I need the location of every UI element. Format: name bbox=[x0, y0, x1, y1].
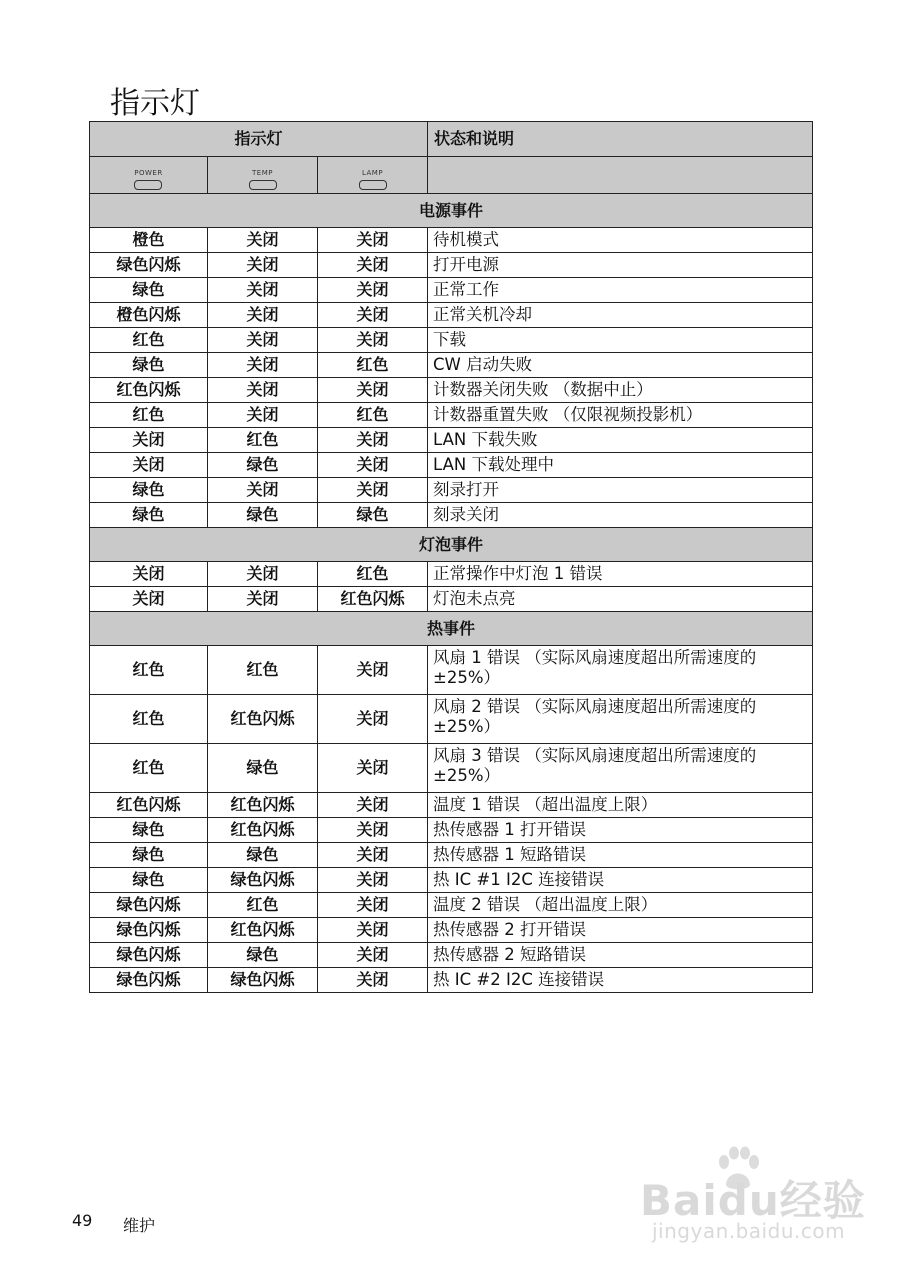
table-row bbox=[90, 478, 813, 503]
table-row bbox=[90, 843, 813, 868]
temp-state: 红色 bbox=[208, 893, 318, 918]
lamp-state: 关闭 bbox=[318, 278, 428, 303]
power-state: 绿色 bbox=[90, 478, 208, 503]
temp-led-icon bbox=[249, 180, 277, 190]
status-description: 热传感器 1 打开错误 bbox=[428, 818, 813, 843]
lamp-state: 关闭 bbox=[318, 328, 428, 353]
status-description: 刻录打开 bbox=[428, 478, 813, 503]
status-description: 计数器重置失败 （仅限视频投影机） bbox=[428, 403, 813, 428]
lamp-state: 关闭 bbox=[318, 453, 428, 478]
temp-state: 红色闪烁 bbox=[208, 695, 318, 744]
page-title: 指示灯 bbox=[110, 86, 200, 121]
footer-label: 维护 bbox=[123, 1216, 156, 1235]
table-row bbox=[90, 793, 813, 818]
table-row bbox=[90, 403, 813, 428]
temp-state: 绿色闪烁 bbox=[208, 968, 318, 993]
status-description: 热 IC #1 I2C 连接错误 bbox=[428, 868, 813, 893]
temp-state: 关闭 bbox=[208, 253, 318, 278]
led-temp-label: TEMP bbox=[252, 169, 273, 177]
power-state: 红色闪烁 bbox=[90, 378, 208, 403]
table-row bbox=[90, 868, 813, 893]
table-row bbox=[90, 353, 813, 378]
led-row bbox=[90, 157, 813, 194]
table-row bbox=[90, 744, 813, 793]
status-description: 打开电源 bbox=[428, 253, 813, 278]
header-indicator: 指示灯 bbox=[90, 122, 428, 157]
table-row bbox=[90, 818, 813, 843]
section-header-row bbox=[90, 612, 813, 646]
power-state: 绿色闪烁 bbox=[90, 918, 208, 943]
table-row bbox=[90, 503, 813, 528]
power-state: 红色 bbox=[90, 403, 208, 428]
lamp-state: 关闭 bbox=[318, 378, 428, 403]
table-row bbox=[90, 587, 813, 612]
table-row bbox=[90, 453, 813, 478]
power-state: 关闭 bbox=[90, 428, 208, 453]
status-description: 风扇 3 错误 （实际风扇速度超出所需速度的 ±25%） bbox=[428, 744, 813, 793]
table-row bbox=[90, 562, 813, 587]
status-description: 风扇 2 错误 （实际风扇速度超出所需速度的 ±25%） bbox=[428, 695, 813, 744]
power-state: 绿色闪烁 bbox=[90, 968, 208, 993]
table-row bbox=[90, 893, 813, 918]
status-description: 待机模式 bbox=[428, 228, 813, 253]
lamp-state: 关闭 bbox=[318, 744, 428, 793]
temp-state: 关闭 bbox=[208, 403, 318, 428]
power-state: 橙色闪烁 bbox=[90, 303, 208, 328]
temp-state: 绿色 bbox=[208, 503, 318, 528]
status-description: 正常关机冷却 bbox=[428, 303, 813, 328]
lamp-state: 关闭 bbox=[318, 843, 428, 868]
temp-state: 关闭 bbox=[208, 562, 318, 587]
temp-state: 绿色 bbox=[208, 843, 318, 868]
power-state: 绿色 bbox=[90, 843, 208, 868]
power-state: 红色 bbox=[90, 646, 208, 695]
table-row bbox=[90, 278, 813, 303]
indicator-table bbox=[89, 121, 813, 993]
lamp-state: 红色闪烁 bbox=[318, 587, 428, 612]
table-row bbox=[90, 428, 813, 453]
status-description: LAN 下载失败 bbox=[428, 428, 813, 453]
power-state: 绿色闪烁 bbox=[90, 253, 208, 278]
power-state: 绿色 bbox=[90, 353, 208, 378]
led-empty-cell bbox=[428, 157, 813, 194]
temp-state: 红色 bbox=[208, 646, 318, 695]
temp-state: 关闭 bbox=[208, 353, 318, 378]
lamp-state: 关闭 bbox=[318, 793, 428, 818]
power-led-icon bbox=[134, 180, 162, 190]
power-state: 绿色 bbox=[90, 503, 208, 528]
led-power-cell bbox=[90, 157, 208, 194]
led-power-label: POWER bbox=[134, 169, 163, 177]
status-description: LAN 下载处理中 bbox=[428, 453, 813, 478]
lamp-state: 关闭 bbox=[318, 818, 428, 843]
table-row bbox=[90, 253, 813, 278]
table-row bbox=[90, 228, 813, 253]
lamp-state: 关闭 bbox=[318, 918, 428, 943]
temp-state: 关闭 bbox=[208, 378, 318, 403]
status-description: 正常操作中灯泡 1 错误 bbox=[428, 562, 813, 587]
table-row bbox=[90, 328, 813, 353]
status-description: 正常工作 bbox=[428, 278, 813, 303]
page-number: 49 bbox=[72, 1211, 93, 1230]
section-title: 电源事件 bbox=[90, 194, 813, 228]
lamp-state: 关闭 bbox=[318, 893, 428, 918]
temp-state: 红色闪烁 bbox=[208, 818, 318, 843]
header-status: 状态和说明 bbox=[428, 122, 813, 157]
power-state: 红色闪烁 bbox=[90, 793, 208, 818]
lamp-state: 关闭 bbox=[318, 968, 428, 993]
table-header-row bbox=[90, 122, 813, 157]
power-state: 绿色 bbox=[90, 868, 208, 893]
status-description: 热传感器 2 短路错误 bbox=[428, 943, 813, 968]
section-header-row bbox=[90, 194, 813, 228]
table-row bbox=[90, 303, 813, 328]
table-row bbox=[90, 968, 813, 993]
lamp-state: 关闭 bbox=[318, 228, 428, 253]
status-description: 灯泡未点亮 bbox=[428, 587, 813, 612]
lamp-state: 关闭 bbox=[318, 478, 428, 503]
power-state: 橙色 bbox=[90, 228, 208, 253]
temp-state: 关闭 bbox=[208, 228, 318, 253]
status-description: 热传感器 1 短路错误 bbox=[428, 843, 813, 868]
lamp-state: 关闭 bbox=[318, 943, 428, 968]
status-description: 温度 1 错误 （超出温度上限） bbox=[428, 793, 813, 818]
watermark-logo: Baidu经验 bbox=[640, 1176, 866, 1225]
power-state: 绿色 bbox=[90, 818, 208, 843]
power-state: 红色 bbox=[90, 695, 208, 744]
led-lamp-label: LAMP bbox=[361, 169, 384, 177]
temp-state: 关闭 bbox=[208, 303, 318, 328]
lamp-led-icon bbox=[359, 180, 387, 190]
table-row bbox=[90, 378, 813, 403]
status-description: 风扇 1 错误 （实际风扇速度超出所需速度的 ±25%） bbox=[428, 646, 813, 695]
temp-state: 绿色闪烁 bbox=[208, 868, 318, 893]
status-description: 热传感器 2 打开错误 bbox=[428, 918, 813, 943]
power-state: 绿色闪烁 bbox=[90, 893, 208, 918]
lamp-state: 关闭 bbox=[318, 303, 428, 328]
table-row bbox=[90, 695, 813, 744]
power-state: 红色 bbox=[90, 744, 208, 793]
section-title: 灯泡事件 bbox=[90, 528, 813, 562]
lamp-state: 关闭 bbox=[318, 695, 428, 744]
lamp-state: 绿色 bbox=[318, 503, 428, 528]
table-row bbox=[90, 918, 813, 943]
lamp-state: 红色 bbox=[318, 562, 428, 587]
power-state: 关闭 bbox=[90, 453, 208, 478]
lamp-state: 关闭 bbox=[318, 646, 428, 695]
temp-state: 绿色 bbox=[208, 943, 318, 968]
temp-state: 红色闪烁 bbox=[208, 793, 318, 818]
lamp-state: 红色 bbox=[318, 353, 428, 378]
temp-state: 红色闪烁 bbox=[208, 918, 318, 943]
power-state: 关闭 bbox=[90, 562, 208, 587]
power-state: 绿色闪烁 bbox=[90, 943, 208, 968]
power-state: 关闭 bbox=[90, 587, 208, 612]
temp-state: 关闭 bbox=[208, 587, 318, 612]
temp-state: 关闭 bbox=[208, 478, 318, 503]
status-description: 温度 2 错误 （超出温度上限） bbox=[428, 893, 813, 918]
status-description: CW 启动失败 bbox=[428, 353, 813, 378]
power-state: 红色 bbox=[90, 328, 208, 353]
status-description: 下载 bbox=[428, 328, 813, 353]
status-description: 热 IC #2 I2C 连接错误 bbox=[428, 968, 813, 993]
section-header-row bbox=[90, 528, 813, 562]
lamp-state: 关闭 bbox=[318, 253, 428, 278]
table-row bbox=[90, 646, 813, 695]
watermark-url: jingyan.baidu.com bbox=[652, 1219, 846, 1243]
status-description: 刻录关闭 bbox=[428, 503, 813, 528]
temp-state: 绿色 bbox=[208, 453, 318, 478]
section-title: 热事件 bbox=[90, 612, 813, 646]
table-row bbox=[90, 943, 813, 968]
status-description: 计数器关闭失败 （数据中止） bbox=[428, 378, 813, 403]
temp-state: 绿色 bbox=[208, 744, 318, 793]
temp-state: 关闭 bbox=[208, 278, 318, 303]
temp-state: 红色 bbox=[208, 428, 318, 453]
lamp-state: 关闭 bbox=[318, 428, 428, 453]
led-temp-cell bbox=[208, 157, 318, 194]
power-state: 绿色 bbox=[90, 278, 208, 303]
lamp-state: 关闭 bbox=[318, 868, 428, 893]
temp-state: 关闭 bbox=[208, 328, 318, 353]
led-lamp-cell bbox=[318, 157, 428, 194]
lamp-state: 红色 bbox=[318, 403, 428, 428]
